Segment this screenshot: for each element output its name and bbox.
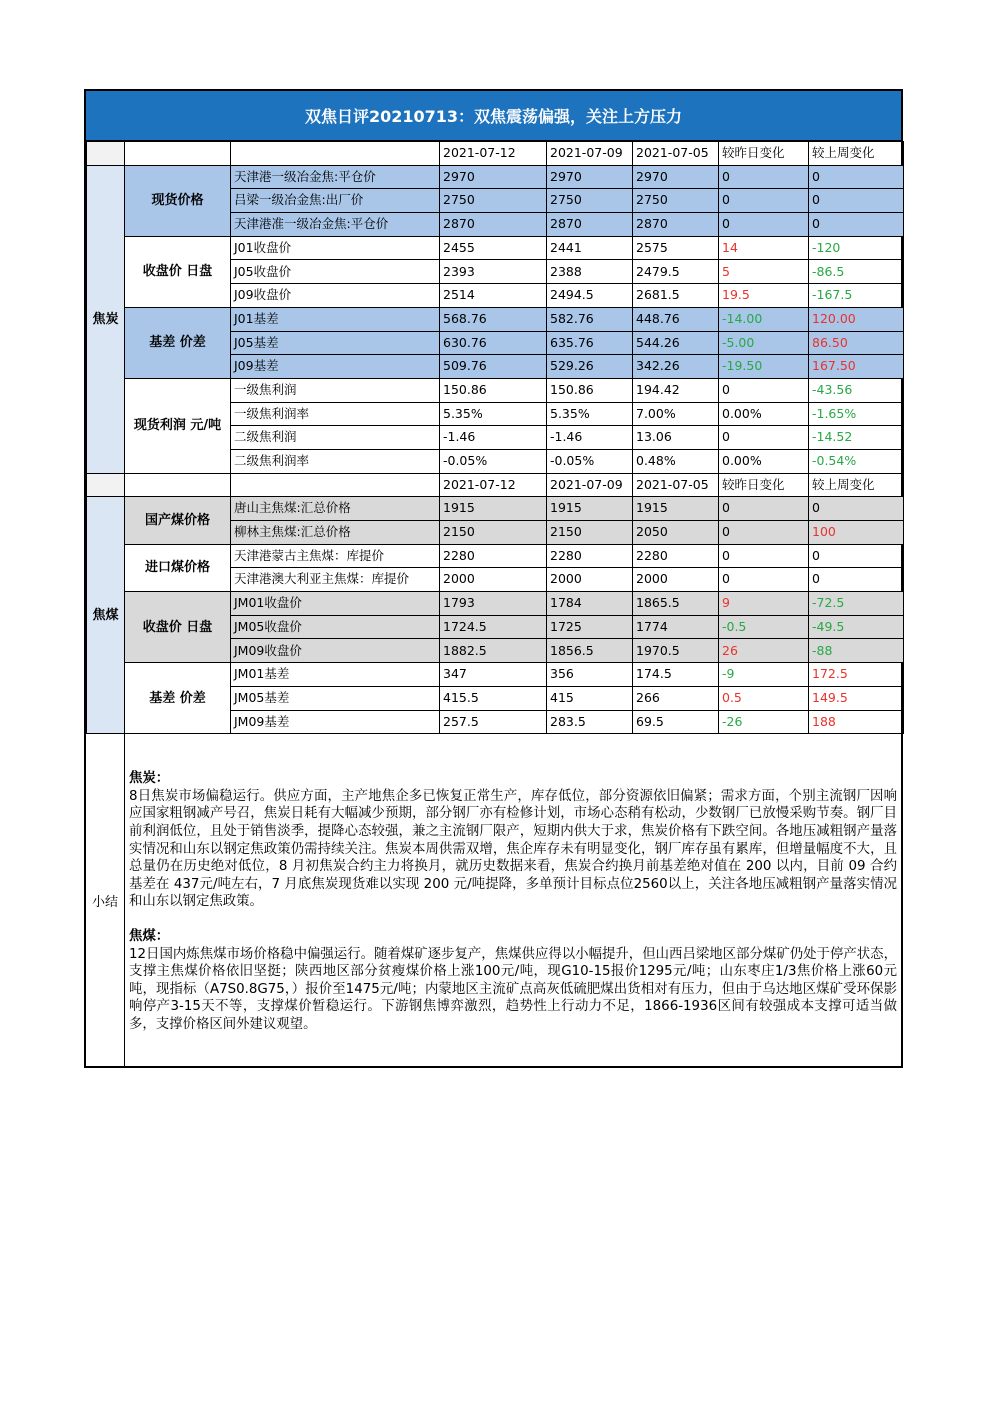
item-name: 吕梁一级冶金焦:出厂价 <box>231 189 440 213</box>
value-cell: 2575 <box>633 236 719 260</box>
change-cell: 0 <box>719 378 809 402</box>
change-cell: 149.5 <box>809 686 904 710</box>
value-cell: 2870 <box>633 213 719 237</box>
header-blank <box>125 473 231 497</box>
report-sheet <box>84 89 903 1068</box>
change-cell: -26 <box>719 710 809 734</box>
value-cell: 150.86 <box>440 378 547 402</box>
change-cell: 0 <box>719 568 809 592</box>
change-cell: -72.5 <box>809 592 904 616</box>
item-name: JM01收盘价 <box>231 592 440 616</box>
change-cell: -167.5 <box>809 284 904 308</box>
change-cell: -14.52 <box>809 426 904 450</box>
item-name: J09基差 <box>231 355 440 379</box>
value-cell: 2750 <box>633 189 719 213</box>
value-cell: 1856.5 <box>547 639 633 663</box>
change-cell: 0 <box>719 426 809 450</box>
value-cell: 2970 <box>547 165 633 189</box>
item-name: 天津港一级冶金焦:平仓价 <box>231 165 440 189</box>
change-cell: -86.5 <box>809 260 904 284</box>
value-cell: 2150 <box>547 521 633 545</box>
item-name: 天津港蒙古主焦煤：库提价 <box>231 544 440 568</box>
change-cell: -9 <box>719 663 809 687</box>
header-cell: 2021-07-09 <box>547 473 633 497</box>
item-name: 唐山主焦煤:汇总价格 <box>231 497 440 521</box>
item-name: 二级焦利润 <box>231 426 440 450</box>
header-cell: 较上周变化 <box>809 473 904 497</box>
header-cell: 较昨日变化 <box>719 142 809 166</box>
value-cell: 1724.5 <box>440 615 547 639</box>
value-cell: 2000 <box>547 568 633 592</box>
value-cell: 13.06 <box>633 426 719 450</box>
change-cell: -49.5 <box>809 615 904 639</box>
change-cell: 9 <box>719 592 809 616</box>
value-cell: 2441 <box>547 236 633 260</box>
change-cell: 0.5 <box>719 686 809 710</box>
header-blank <box>87 473 125 497</box>
item-name: JM05收盘价 <box>231 615 440 639</box>
header-blank <box>231 142 440 166</box>
header-cell: 2021-07-05 <box>633 142 719 166</box>
item-name: 一级焦利润 <box>231 378 440 402</box>
value-cell: 5.35% <box>440 402 547 426</box>
group-label: 现货价格 <box>125 165 231 236</box>
value-cell: 2150 <box>440 521 547 545</box>
data-table <box>86 141 904 734</box>
header-cell: 2021-07-12 <box>440 473 547 497</box>
change-cell: 14 <box>719 236 809 260</box>
coke-category-label: 焦炭 <box>87 165 125 473</box>
change-cell: 0 <box>809 213 904 237</box>
value-cell: 415 <box>547 686 633 710</box>
value-cell: 1970.5 <box>633 639 719 663</box>
value-cell: 2870 <box>440 213 547 237</box>
value-cell: 69.5 <box>633 710 719 734</box>
group-label: 收盘价 日盘 <box>125 592 231 663</box>
table-row <box>87 544 904 568</box>
coal-category-label: 焦煤 <box>87 497 125 734</box>
summary-body <box>125 734 901 1066</box>
value-cell: 347 <box>440 663 547 687</box>
change-cell: 172.5 <box>809 663 904 687</box>
value-cell: 1882.5 <box>440 639 547 663</box>
change-cell: 19.5 <box>719 284 809 308</box>
table-row <box>87 165 904 189</box>
item-name: 天津港澳大利亚主焦煤：库提价 <box>231 568 440 592</box>
value-cell: 1774 <box>633 615 719 639</box>
value-cell: 2050 <box>633 521 719 545</box>
change-cell: 120.00 <box>809 307 904 331</box>
change-cell: -0.54% <box>809 449 904 473</box>
report-title: 双焦日评20210713：双焦震荡偏强，关注上方压力 <box>86 91 901 141</box>
header-blank <box>231 473 440 497</box>
group-label: 国产煤价格 <box>125 497 231 544</box>
value-cell: -1.46 <box>440 426 547 450</box>
value-cell: 257.5 <box>440 710 547 734</box>
change-cell: 188 <box>809 710 904 734</box>
value-cell: 150.86 <box>547 378 633 402</box>
change-cell: 0 <box>809 544 904 568</box>
header-cell: 2021-07-09 <box>547 142 633 166</box>
header-cell: 2021-07-12 <box>440 142 547 166</box>
change-cell: 0.00% <box>719 402 809 426</box>
value-cell: 2514 <box>440 284 547 308</box>
header-row <box>87 142 904 166</box>
change-cell: -5.00 <box>719 331 809 355</box>
change-cell: 0 <box>809 189 904 213</box>
value-cell: 1915 <box>440 497 547 521</box>
change-cell: -0.5 <box>719 615 809 639</box>
table-row <box>87 592 904 616</box>
value-cell: 1784 <box>547 592 633 616</box>
item-name: J01收盘价 <box>231 236 440 260</box>
header-cell: 较上周变化 <box>809 142 904 166</box>
value-cell: 283.5 <box>547 710 633 734</box>
change-cell: -120 <box>809 236 904 260</box>
value-cell: 635.76 <box>547 331 633 355</box>
change-cell: 0.00% <box>719 449 809 473</box>
value-cell: -0.05% <box>547 449 633 473</box>
change-cell: 0 <box>719 165 809 189</box>
value-cell: 2494.5 <box>547 284 633 308</box>
value-cell: 1915 <box>633 497 719 521</box>
header-row <box>87 473 904 497</box>
value-cell: 342.26 <box>633 355 719 379</box>
change-cell: -43.56 <box>809 378 904 402</box>
item-name: J05收盘价 <box>231 260 440 284</box>
value-cell: 2970 <box>440 165 547 189</box>
item-name: JM05基差 <box>231 686 440 710</box>
value-cell: 2479.5 <box>633 260 719 284</box>
value-cell: 1915 <box>547 497 633 521</box>
group-label: 基差 价差 <box>125 307 231 378</box>
change-cell: -14.00 <box>719 307 809 331</box>
value-cell: 1865.5 <box>633 592 719 616</box>
header-cell: 较昨日变化 <box>719 473 809 497</box>
value-cell: 544.26 <box>633 331 719 355</box>
table-row <box>87 663 904 687</box>
value-cell: -0.05% <box>440 449 547 473</box>
coke-summary-title: 焦炭： <box>129 771 170 787</box>
value-cell: 2280 <box>547 544 633 568</box>
change-cell: 100 <box>809 521 904 545</box>
item-name: 二级焦利润率 <box>231 449 440 473</box>
value-cell: 1725 <box>547 615 633 639</box>
change-cell: 0 <box>809 165 904 189</box>
table-row <box>87 497 904 521</box>
item-name: JM01基差 <box>231 663 440 687</box>
change-cell: 5 <box>719 260 809 284</box>
summary-label: 小结 <box>86 734 125 1066</box>
value-cell: 582.76 <box>547 307 633 331</box>
change-cell: 0 <box>809 497 904 521</box>
value-cell: 174.5 <box>633 663 719 687</box>
item-name: JM09收盘价 <box>231 639 440 663</box>
group-label: 进口煤价格 <box>125 544 231 591</box>
value-cell: 568.76 <box>440 307 547 331</box>
item-name: J09收盘价 <box>231 284 440 308</box>
value-cell: 509.76 <box>440 355 547 379</box>
item-name: J05基差 <box>231 331 440 355</box>
header-cell: 2021-07-05 <box>633 473 719 497</box>
table-row <box>87 307 904 331</box>
value-cell: -1.46 <box>547 426 633 450</box>
change-cell: -1.65% <box>809 402 904 426</box>
value-cell: 2455 <box>440 236 547 260</box>
change-cell: 86.50 <box>809 331 904 355</box>
value-cell: 2870 <box>547 213 633 237</box>
item-name: 柳林主焦煤:汇总价格 <box>231 521 440 545</box>
table-row <box>87 378 904 402</box>
coal-summary-text: 12日国内炼焦煤市场价格稳中偏强运行。随着煤矿逐步复产，焦煤供应得以小幅提升，但山西吕梁地区部分煤矿仍处于停产状态，支撑主焦煤价格依旧坚挺；陕西地区部分贫瘦煤价格上涨100元/吨，现G10-15报价1295元/吨；山东枣庄1/3焦价格上涨60元吨，现指标（A7S0.8G75，）报价至1475元/吨；内蒙地区主流矿点高灰低硫肥煤出货相对有压力，但由于乌达地区煤矿受环保影响停产3-15天不等，支撑煤价暂稳运行。下游钢焦博弈激烈，趋势性上行动力不足，1866-1936区间有较强成本支撑可适当做多，支撑价格区间外建议观望。 <box>129 946 897 1032</box>
coal-summary-title: 焦煤： <box>129 928 170 944</box>
value-cell: 194.42 <box>633 378 719 402</box>
change-cell: -19.50 <box>719 355 809 379</box>
value-cell: 415.5 <box>440 686 547 710</box>
value-cell: 630.76 <box>440 331 547 355</box>
value-cell: 2000 <box>633 568 719 592</box>
value-cell: 2750 <box>440 189 547 213</box>
value-cell: 2388 <box>547 260 633 284</box>
header-blank <box>125 142 231 166</box>
change-cell: 0 <box>719 213 809 237</box>
value-cell: 2280 <box>633 544 719 568</box>
value-cell: 7.00% <box>633 402 719 426</box>
change-cell: 0 <box>719 521 809 545</box>
value-cell: 529.26 <box>547 355 633 379</box>
value-cell: 1793 <box>440 592 547 616</box>
change-cell: 167.50 <box>809 355 904 379</box>
value-cell: 356 <box>547 663 633 687</box>
change-cell: 0 <box>719 544 809 568</box>
summary-section <box>86 734 901 1066</box>
value-cell: 2393 <box>440 260 547 284</box>
item-name: JM09基差 <box>231 710 440 734</box>
table-row <box>87 236 904 260</box>
change-cell: 0 <box>719 497 809 521</box>
value-cell: 2280 <box>440 544 547 568</box>
header-blank <box>87 142 125 166</box>
value-cell: 2681.5 <box>633 284 719 308</box>
change-cell: 0 <box>809 568 904 592</box>
coke-summary-text: 8日焦炭市场偏稳运行。供应方面，主产地焦企多已恢复正常生产，库存低位，部分资源依旧偏紧；需求方面，个别主流钢厂因响应国家粗钢减产号召，焦炭日耗有大幅减少预期，部分钢厂亦有检修计划，市场心态稍有松动，少数钢厂已放慢采购节奏。钢厂目前利润低位，且处于销售淡季，提降心态较强，兼之主流钢厂限产，短期内供大于求，焦炭价格有下跌空间。各地压减粗钢产量落实情况和山东以钢定焦政策仍需持续关注。焦炭本周供需双增，焦企库存未有明显变化，钢厂库存虽有累库，但增量幅度不大，且总量仍在历史绝对低位，8 月初焦炭合约主力将换月，就历史数据来看，焦炭合约换月前基差绝对值在 200 以内，目前 09 合约基差在 437元/吨左右，7 月底焦炭现货难以实现 200 元/吨提降，多单预计目标点位2560以上，关注各地压减粗钢产量落实情况和山东以钢定焦政策。 <box>129 788 897 910</box>
value-cell: 2970 <box>633 165 719 189</box>
value-cell: 2750 <box>547 189 633 213</box>
value-cell: 5.35% <box>547 402 633 426</box>
value-cell: 266 <box>633 686 719 710</box>
group-label: 基差 价差 <box>125 663 231 734</box>
value-cell: 2000 <box>440 568 547 592</box>
value-cell: 0.48% <box>633 449 719 473</box>
group-label: 现货利润 元/吨 <box>125 378 231 473</box>
change-cell: 26 <box>719 639 809 663</box>
group-label: 收盘价 日盘 <box>125 236 231 307</box>
value-cell: 448.76 <box>633 307 719 331</box>
item-name: J01基差 <box>231 307 440 331</box>
change-cell: 0 <box>719 189 809 213</box>
change-cell: -88 <box>809 639 904 663</box>
item-name: 一级焦利润率 <box>231 402 440 426</box>
item-name: 天津港准一级冶金焦:平仓价 <box>231 213 440 237</box>
